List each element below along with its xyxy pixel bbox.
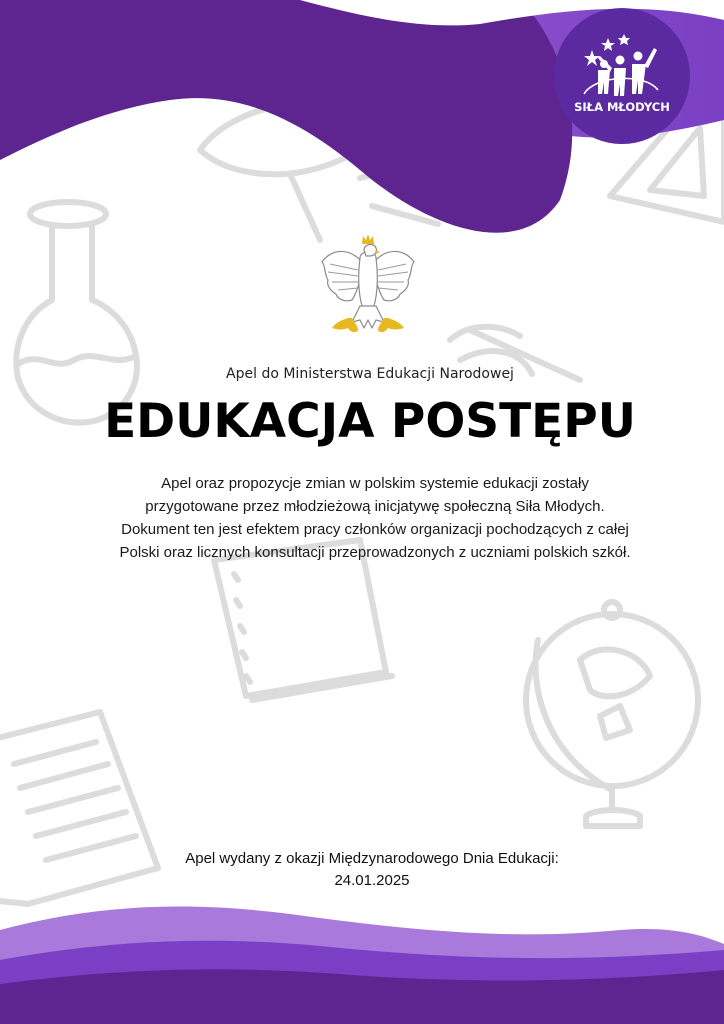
logo-text: SIŁA MŁODYCH [574,100,670,114]
document-title: EDUKACJA POSTĘPU [104,394,636,449]
polish-eagle-icon [318,232,418,338]
intro-paragraph [84,472,666,564]
issue-note [0,848,724,892]
issue-date: 24.01.2025 [334,872,410,889]
issue-occasion: Apel wydany z okazji Międzynarodowego Dnia Edukacji: [185,850,559,867]
intro-line: Polski oraz licznych konsultacji przeprowadzonych z uczniami polskich szkół. [119,544,631,561]
stars-and-people-icon [554,16,690,106]
intro-line: Dokument ten jest efektem pracy członków organizacji pochodzących z całej [121,521,629,538]
intro-line: Apel oraz propozycje zmian w polskim systemie edukacji zostały [161,475,589,492]
organization-logo [554,8,690,144]
document-subtitle: Apel do Ministerstwa Edukacji Narodowej [226,366,514,382]
intro-line: przygotowane przez młodzieżową inicjatywę społeczną Siła Młodych. [145,498,605,515]
